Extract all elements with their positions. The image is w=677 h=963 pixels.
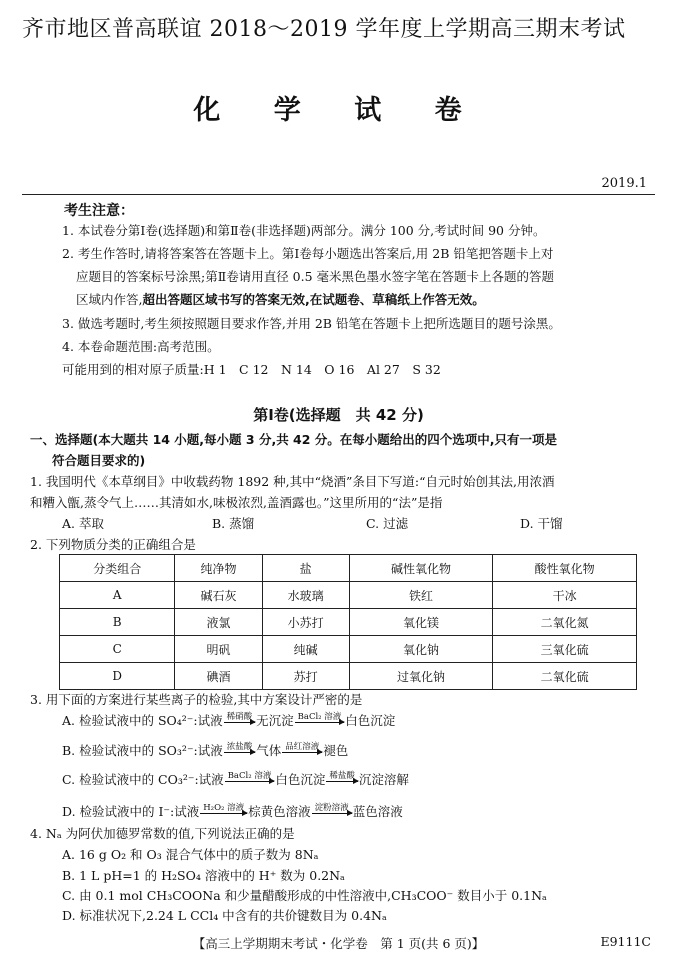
table-row: [60, 636, 637, 663]
table-cell: 铁红: [349, 582, 493, 609]
table-cell: 氧化镁: [349, 609, 493, 636]
reaction-arrow: [225, 771, 275, 788]
q3a-product-1: 无沉淀: [256, 713, 294, 728]
reagent-label: 淀粉溶液: [314, 803, 349, 813]
table-cell: 水玻璃: [262, 582, 349, 609]
table-header-cell: 酸性氧化物: [493, 555, 637, 582]
q3d-product-2: 蓝色溶液: [352, 804, 403, 819]
reagent-label: 浓盐酸: [226, 742, 253, 752]
q1-option-d: D. 干馏: [520, 516, 563, 531]
notice-item-2-cont: 应题目的答案标号涂黑;第Ⅱ卷请用直径 0.5 毫米黑色墨水签字笔在答题卡上各题的答题: [76, 269, 555, 284]
q3b-product-1: 气体: [256, 743, 282, 758]
q3c-product-2: 沉淀溶解: [358, 772, 409, 787]
subject-title: 化 学 试 卷: [193, 95, 484, 126]
table-cell: 小苏打: [262, 609, 349, 636]
table-cell: 苏打: [262, 663, 349, 690]
table-header-row: [60, 555, 637, 582]
q3-option-c: [62, 770, 409, 788]
table-row: [60, 582, 637, 609]
reagent-label: H₂O₂ 溶液: [203, 803, 245, 813]
section-instruction: 一、选择题(本大题共 14 小题,每小题 3 分,共 42 分。在每小题给出的四个选项中,只有一项是: [30, 432, 558, 447]
table-cell: A: [60, 582, 175, 609]
table-cell: 明矾: [175, 636, 262, 663]
table-cell: 三氧化硫: [493, 636, 637, 663]
table-cell: 碱石灰: [175, 582, 262, 609]
q1-stem: 1. 我国明代《本草纲目》中收载药物 1892 种,其中“烧酒”条目下写道:“自元时始创其法,用浓酒: [30, 474, 555, 489]
q4-option-c: C. 由 0.1 mol CH₃COONa 和少量醋酸形成的中性溶液中,CH₃COO⁻ 数目小于 0.1Nₐ: [62, 888, 547, 903]
section-instruction-cont: 符合题目要求的): [52, 453, 146, 468]
q3-option-b: [62, 741, 348, 759]
q3d-product-1: 棕黄色溶液: [248, 804, 311, 819]
reagent-label: 品红溶液: [285, 742, 320, 752]
q4-option-d: D. 标准状况下,2.24 L CCl₄ 中含有的共价键数目为 0.4Nₐ: [62, 908, 387, 923]
q3c-prefix: C. 检验试液中的 CO₃²⁻:试液: [62, 772, 224, 787]
q4-option-a: A. 16 g O₂ 和 O₃ 混合气体中的质子数为 8Nₐ: [62, 847, 319, 862]
reaction-arrow: [295, 712, 345, 729]
table-row: [60, 609, 637, 636]
reaction-arrow: [282, 742, 322, 759]
exam-code: E9111C: [600, 934, 651, 949]
header-divider: [22, 194, 655, 195]
notice-heading: 考生注意：: [64, 203, 134, 219]
q4-stem: 4. Nₐ 为阿伏加德罗常数的值,下列说法正确的是: [30, 826, 295, 841]
reaction-arrow: [312, 803, 352, 820]
table-cell: C: [60, 636, 175, 663]
exam-date: 2019.1: [601, 176, 647, 191]
q3c-product-1: 白色沉淀: [275, 772, 326, 787]
page-footer: 【高三上学期期末考试・化学卷 第 1 页(共 6 页)】: [192, 936, 485, 951]
classification-table: [59, 554, 637, 690]
notice-item-2-cont2: [76, 289, 485, 311]
table-cell: D: [60, 663, 175, 690]
q3b-product-2: 褪色: [323, 743, 349, 758]
table-cell: 碘酒: [175, 663, 262, 690]
table-header-cell: 分类组合: [60, 555, 175, 582]
reaction-arrow: [326, 771, 358, 788]
q1-stem-cont: 和糟入甑,蒸令气上……其清如水,味极浓烈,盖酒露也。”这里所用的“法”是指: [30, 495, 443, 510]
table-header-cell: 盐: [262, 555, 349, 582]
reagent-label: BaCl₂ 溶液: [297, 712, 342, 722]
notice-item-2-plain: 区域内作答,: [76, 292, 143, 307]
notice-item-2: 2. 考生作答时,请将答案答在答题卡上。第Ⅰ卷每小题选出答案后,用 2B 铅笔把答题卡上对: [62, 246, 554, 261]
reagent-label: 稀硝酸: [226, 712, 253, 722]
notice-item-3: 3. 做选考题时,考生须按照题目要求作答,并用 2B 铅笔在答题卡上把所选题目的题号涂黑。: [62, 316, 561, 331]
section-heading: 第Ⅰ卷(选择题 共 42 分): [253, 406, 424, 424]
table-cell: 过氧化钠: [349, 663, 493, 690]
reaction-arrow: [224, 742, 256, 759]
table-cell: 二氧化硫: [493, 663, 637, 690]
reaction-arrow: [200, 803, 247, 820]
q1-option-c: C. 过滤: [366, 516, 409, 531]
table-cell: 纯碱: [262, 636, 349, 663]
q3d-prefix: D. 检验试液中的 I⁻:试液: [62, 804, 200, 819]
exam-title: 齐市地区普高联谊 2018～2019 学年度上学期高三期末考试: [22, 17, 626, 42]
q3-option-a: [62, 711, 395, 729]
reaction-arrow: [224, 712, 256, 729]
table-row: [60, 663, 637, 690]
table-cell: 二氧化氮: [493, 609, 637, 636]
table-cell: B: [60, 609, 175, 636]
notice-item-1: 1. 本试卷分第Ⅰ卷(选择题)和第Ⅱ卷(非选择题)两部分。满分 100 分,考试时间 90 分钟。: [62, 223, 546, 238]
q3a-prefix: A. 检验试液中的 SO₄²⁻:试液: [62, 713, 223, 728]
reagent-label: BaCl₂ 溶液: [227, 771, 272, 781]
q3a-product-2: 白色沉淀: [345, 713, 396, 728]
q3-option-d: [62, 802, 403, 820]
reagent-label: 稀盐酸: [329, 771, 355, 781]
table-cell: 氧化钠: [349, 636, 493, 663]
q2-stem: 2. 下列物质分类的正确组合是: [30, 537, 196, 552]
table-header-cell: 碱性氧化物: [349, 555, 493, 582]
q3b-prefix: B. 检验试液中的 SO₃²⁻:试液: [62, 743, 223, 758]
q1-option-a: A. 萃取: [62, 516, 104, 531]
table-header-cell: 纯净物: [175, 555, 262, 582]
notice-item-4: 4. 本卷命题范围:高考范围。: [62, 339, 220, 354]
q1-option-b: B. 蒸馏: [212, 516, 255, 531]
q4-option-b: B. 1 L pH=1 的 H₂SO₄ 溶液中的 H⁺ 数为 0.2Nₐ: [62, 868, 345, 883]
notice-bold-warning: 超出答题区域书写的答案无效,在试题卷、草稿纸上作答无效。: [142, 292, 485, 307]
table-cell: 干冰: [493, 582, 637, 609]
table-cell: 液氯: [175, 609, 262, 636]
atomic-masses: 可能用到的相对原子质量:H 1 C 12 N 14 O 16 Al 27 S 32: [62, 362, 441, 377]
q3-stem: 3. 用下面的方案进行某些离子的检验,其中方案设计严密的是: [30, 692, 363, 707]
